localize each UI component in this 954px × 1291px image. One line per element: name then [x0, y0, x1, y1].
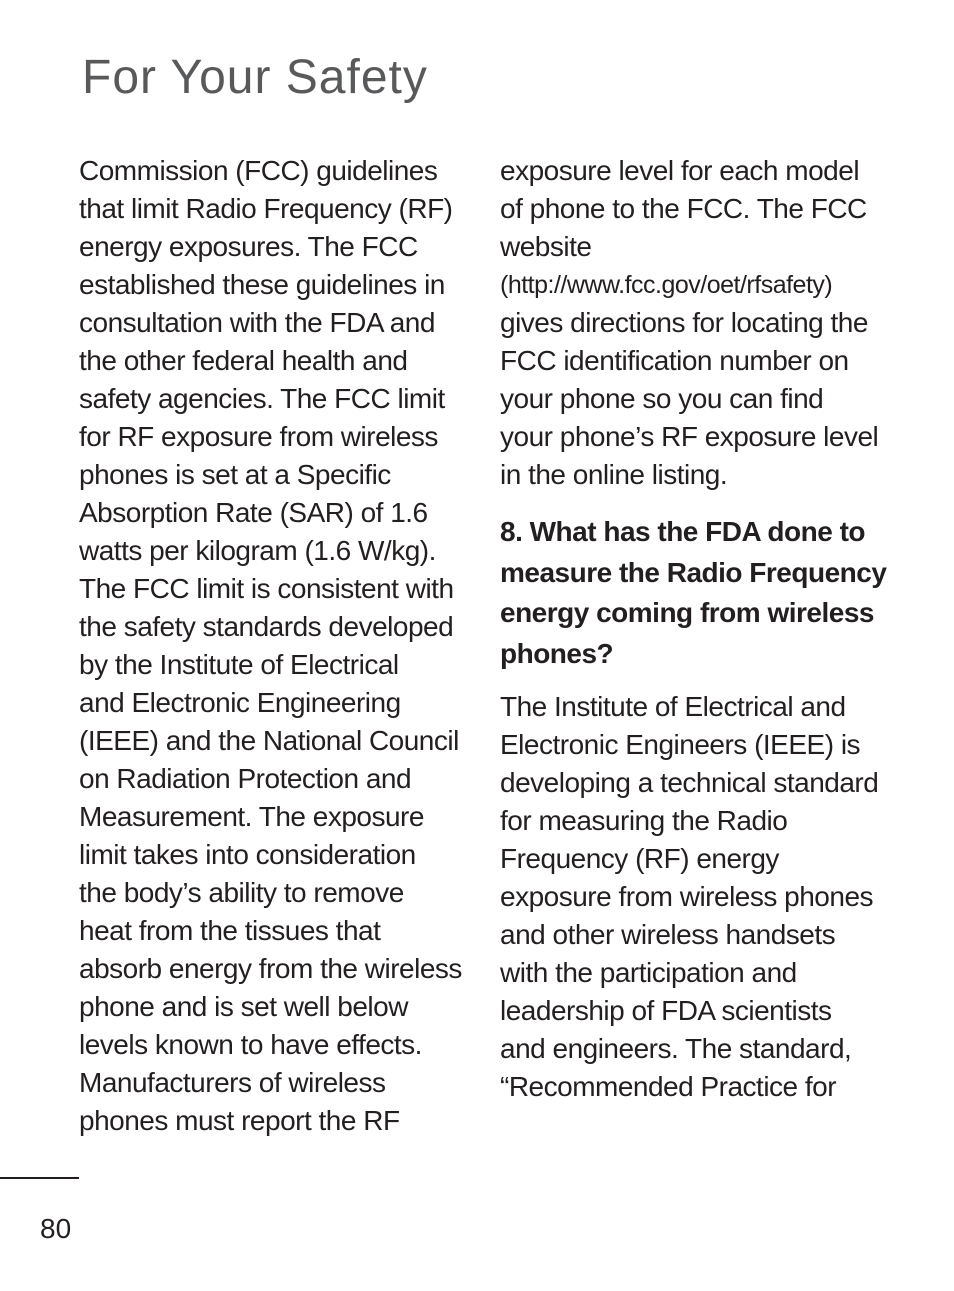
text-line: phones must report the RF: [79, 1105, 400, 1136]
text-line: consultation with the FDA and: [79, 307, 435, 338]
text-line: website: [500, 231, 592, 262]
text-line: FCC identification number on: [500, 345, 849, 376]
heading-line: energy coming from wireless: [500, 597, 874, 628]
footer-divider: [0, 1177, 79, 1179]
fcc-url-link[interactable]: (http://www.fcc.gov/oet/rfsafety): [500, 271, 833, 299]
text-line: the safety standards developed: [79, 611, 454, 642]
section-heading: [500, 512, 890, 674]
text-line: limit takes into consideration: [79, 839, 416, 870]
text-line: exposure from wireless phones: [500, 881, 874, 912]
text-line: and other wireless handsets: [500, 919, 836, 950]
text-line: on Radiation Protection and: [79, 763, 412, 794]
text-line: exposure level for each model: [500, 155, 860, 186]
text-line: established these guidelines in: [79, 269, 445, 300]
text-line: safety agencies. The FCC limit: [79, 383, 445, 414]
text-line: watts per kilogram (1.6 W/kg).: [79, 535, 436, 566]
right-paragraph-1: [500, 152, 890, 494]
text-line: and engineers. The standard,: [500, 1033, 852, 1064]
text-line: (IEEE) and the National Council: [79, 725, 459, 756]
text-line: in the online listing.: [500, 459, 728, 490]
text-line: Frequency (RF) energy: [500, 843, 779, 874]
text-line: Measurement. The exposure: [79, 801, 424, 832]
left-paragraph: [79, 152, 471, 1140]
text-line: the body’s ability to remove: [79, 877, 404, 908]
text-line: Manufacturers of wireless: [79, 1067, 386, 1098]
text-line: gives directions for locating the: [500, 307, 868, 338]
page-title: For Your Safety: [82, 51, 428, 104]
text-line: for RF exposure from wireless: [79, 421, 438, 452]
text-line: The FCC limit is consistent with: [79, 573, 454, 604]
text-line: phone and is set well below: [79, 991, 408, 1022]
text-line: for measuring the Radio: [500, 805, 788, 836]
text-line: levels known to have effects.: [79, 1029, 422, 1060]
heading-line: measure the Radio Frequency: [500, 556, 887, 588]
text-line: “Recommended Practice for: [500, 1071, 837, 1102]
text-line: The Institute of Electrical and: [500, 691, 846, 722]
page-number: 80: [40, 1213, 72, 1244]
text-line: the other federal health and: [79, 345, 408, 376]
text-line: and Electronic Engineering: [79, 687, 401, 718]
text-line: leadership of FDA scientists: [500, 995, 832, 1026]
text-line: Absorption Rate (SAR) of 1.6: [79, 497, 428, 528]
text-line: Commission (FCC) guidelines: [79, 155, 438, 186]
text-line: your phone’s RF exposure level: [500, 421, 879, 452]
heading-line: phones?: [500, 637, 614, 669]
text-line: absorb energy from the wireless: [79, 953, 462, 984]
text-line: phones is set at a Specific: [79, 459, 391, 490]
right-column: [500, 152, 890, 1106]
text-line: developing a technical standard: [500, 767, 879, 798]
text-line: with the participation and: [500, 957, 797, 988]
text-line: your phone so you can find: [500, 383, 824, 414]
heading-line: 8. What has the FDA done to: [500, 516, 866, 547]
text-line: heat from the tissues that: [79, 915, 381, 946]
left-column: [79, 152, 471, 1140]
text-line: energy exposures. The FCC: [79, 231, 418, 262]
text-line: that limit Radio Frequency (RF): [79, 193, 453, 224]
text-line: by the Institute of Electrical: [79, 649, 399, 680]
text-line: of phone to the FCC. The FCC: [500, 193, 867, 224]
right-paragraph-2: [500, 688, 890, 1106]
text-line: Electronic Engineers (IEEE) is: [500, 729, 861, 760]
